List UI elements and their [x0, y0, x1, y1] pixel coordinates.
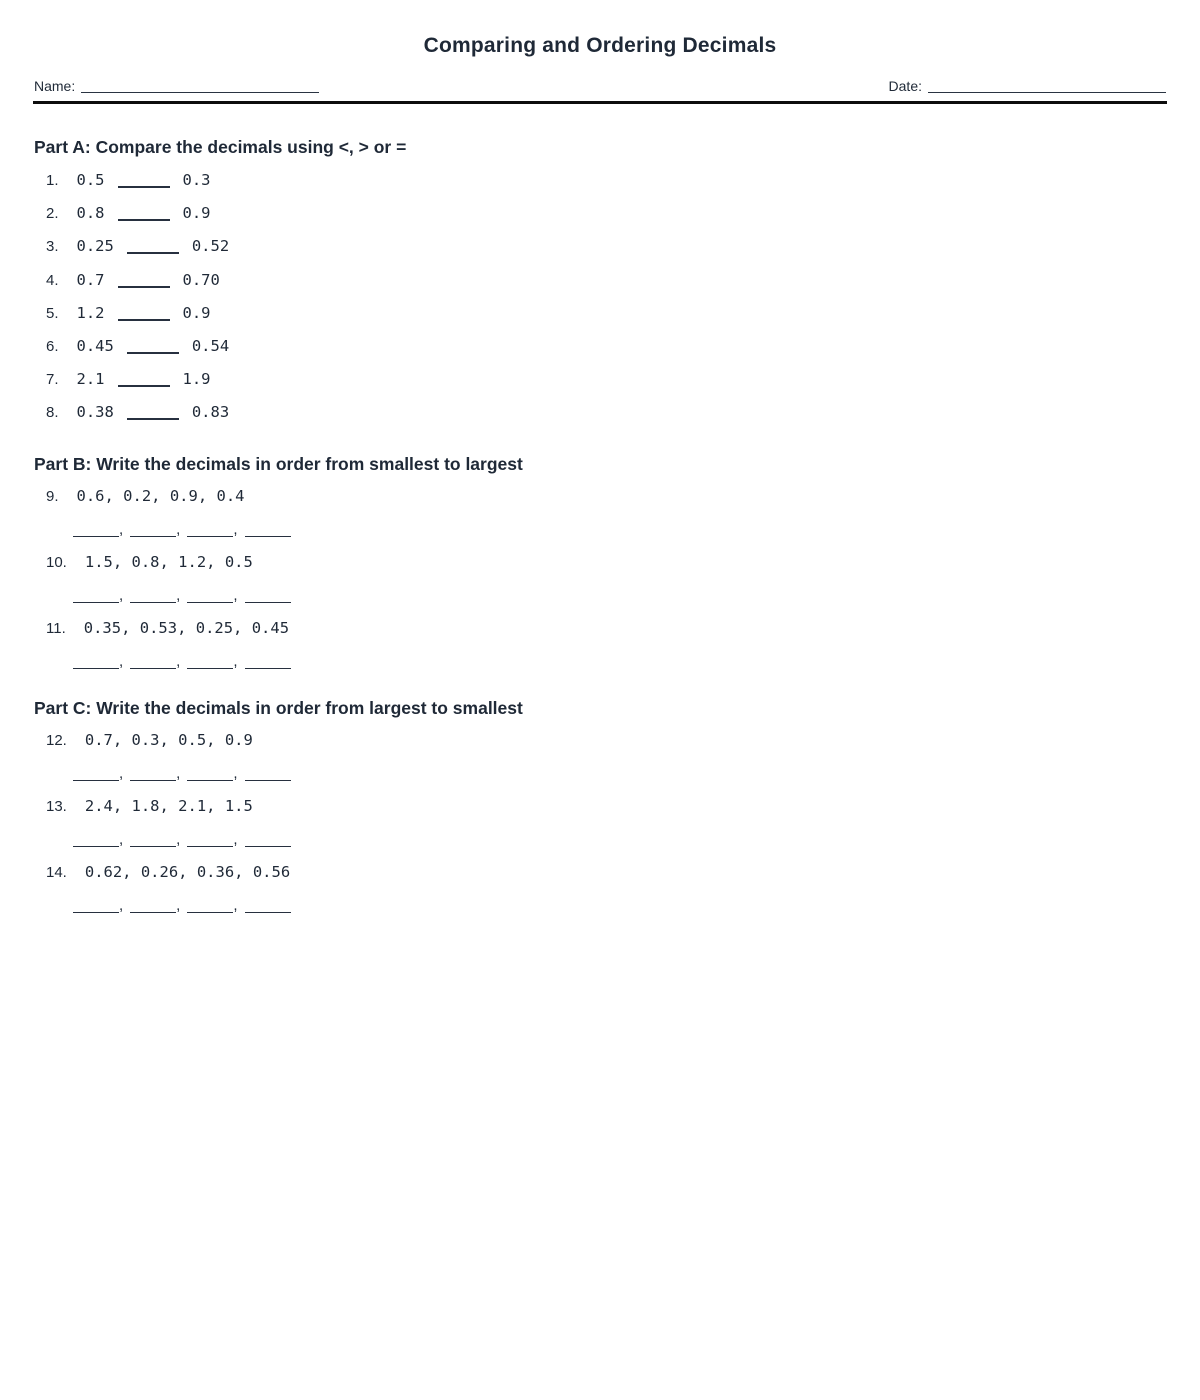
- left-value: 0.8: [76, 204, 105, 223]
- answer-blank[interactable]: [118, 319, 170, 321]
- item-number: 1.: [46, 172, 59, 189]
- answer-blank[interactable]: [118, 219, 170, 221]
- item-number: 5.: [46, 304, 59, 322]
- comma-separator: ,: [119, 652, 124, 670]
- compare-item: [46, 330, 1200, 363]
- ordering-item: [46, 480, 1200, 546]
- item-number: 14.: [46, 863, 67, 881]
- item-number: 12.: [46, 731, 67, 749]
- comma-separator: ,: [119, 896, 124, 914]
- answer-blank[interactable]: [127, 418, 179, 420]
- answer-blank[interactable]: [245, 668, 291, 669]
- item-number: 13.: [46, 797, 67, 815]
- answer-blanks-row: [73, 889, 1200, 922]
- right-value: 0.9: [182, 303, 211, 322]
- answer-blank[interactable]: [187, 668, 233, 669]
- answer-blank[interactable]: [73, 912, 119, 913]
- comma-separator: ,: [233, 652, 238, 670]
- comma-separator: ,: [233, 586, 238, 604]
- item-number: 7.: [46, 371, 59, 389]
- right-value: 0.54: [191, 337, 230, 356]
- answer-blank[interactable]: [130, 668, 176, 669]
- part-c-list: [46, 724, 1200, 922]
- answer-blank[interactable]: [187, 602, 233, 603]
- date-field: [889, 78, 1166, 94]
- answer-blank[interactable]: [73, 846, 119, 847]
- right-value: 0.3: [182, 171, 211, 189]
- answer-blank[interactable]: [245, 536, 291, 537]
- ordering-item: [46, 724, 1200, 790]
- decimal-values: 1.5, 0.8, 1.2, 0.5: [84, 552, 253, 571]
- answer-blank[interactable]: [73, 536, 119, 537]
- part-c-heading: Part C: Write the decimals in order from largest to smallest: [34, 697, 523, 718]
- left-value: 1.2: [76, 303, 105, 322]
- left-value: 0.25: [76, 237, 114, 256]
- answer-blank[interactable]: [130, 536, 176, 537]
- answer-blank[interactable]: [187, 912, 233, 913]
- answer-blank[interactable]: [130, 846, 176, 847]
- comma-separator: ,: [119, 764, 124, 782]
- item-number: 11.: [46, 619, 66, 637]
- answer-blank[interactable]: [73, 602, 119, 603]
- header-divider: [33, 101, 1167, 104]
- comma-separator: ,: [176, 586, 181, 604]
- answer-blanks-row: [73, 757, 1200, 790]
- comma-separator: ,: [119, 586, 124, 604]
- compare-item: [46, 297, 1200, 330]
- answer-blank[interactable]: [187, 536, 233, 537]
- part-a-list: [46, 164, 1200, 430]
- name-field: [34, 78, 319, 94]
- page-title: Comparing and Ordering Decimals: [423, 34, 777, 57]
- answer-blank[interactable]: [130, 780, 176, 781]
- left-value: 0.45: [76, 337, 114, 356]
- part-b-heading: Part B: Write the decimals in order from smallest to largest: [34, 453, 523, 474]
- name-label: Name:: [34, 78, 76, 94]
- comma-separator: ,: [176, 652, 181, 670]
- comma-separator: ,: [176, 830, 181, 848]
- answer-blanks-row: [73, 823, 1200, 856]
- answer-blanks-row: [73, 513, 1200, 546]
- left-value: 2.1: [76, 370, 105, 389]
- answer-blank[interactable]: [245, 846, 291, 847]
- comma-separator: ,: [233, 896, 238, 914]
- answer-blank[interactable]: [245, 602, 291, 603]
- comma-separator: ,: [233, 764, 238, 782]
- answer-blanks-row: [73, 579, 1200, 612]
- answer-blank[interactable]: [118, 186, 170, 188]
- answer-blank[interactable]: [127, 352, 179, 354]
- item-number: 2.: [46, 205, 59, 223]
- answer-blank[interactable]: [73, 780, 119, 781]
- ordering-item: [46, 546, 1200, 612]
- name-date-row: [34, 78, 1166, 94]
- compare-item: [46, 363, 1200, 396]
- ordering-item: [46, 790, 1200, 856]
- comma-separator: ,: [233, 520, 238, 538]
- left-value: 0.5: [76, 171, 105, 189]
- comma-separator: ,: [119, 520, 124, 538]
- comma-separator: ,: [119, 830, 124, 848]
- decimal-values: 0.62, 0.26, 0.36, 0.56: [84, 862, 291, 881]
- right-value: 0.83: [191, 403, 230, 422]
- comma-separator: ,: [176, 764, 181, 782]
- answer-blank[interactable]: [187, 780, 233, 781]
- date-input-line[interactable]: [928, 92, 1166, 93]
- answer-blank[interactable]: [118, 286, 170, 288]
- decimal-values: 0.35, 0.53, 0.25, 0.45: [83, 618, 290, 637]
- decimal-values: 2.4, 1.8, 2.1, 1.5: [84, 796, 253, 815]
- name-input-line[interactable]: [81, 92, 319, 93]
- left-value: 0.7: [76, 270, 105, 289]
- date-label: Date:: [888, 78, 922, 94]
- comma-separator: ,: [176, 896, 181, 914]
- compare-item: [46, 164, 1200, 197]
- right-value: 0.70: [182, 270, 220, 289]
- compare-item: [46, 230, 1200, 263]
- item-number: 3.: [46, 238, 59, 256]
- answer-blank[interactable]: [130, 912, 176, 913]
- part-b-list: [46, 480, 1200, 678]
- right-value: 0.9: [182, 204, 211, 223]
- right-value: 1.9: [182, 370, 211, 389]
- item-number: 8.: [46, 404, 59, 422]
- part-a-heading: Part A: Compare the decimals using <, > or =: [34, 137, 407, 157]
- answer-blank[interactable]: [130, 602, 176, 603]
- decimal-values: 0.7, 0.3, 0.5, 0.9: [84, 730, 253, 749]
- item-number: 4.: [46, 271, 59, 289]
- item-number: 9.: [46, 487, 59, 505]
- compare-item: [46, 264, 1200, 297]
- answer-blank[interactable]: [245, 780, 291, 781]
- ordering-item: [46, 856, 1200, 922]
- item-number: 6.: [46, 338, 59, 356]
- answer-blank[interactable]: [187, 846, 233, 847]
- compare-item: [46, 197, 1200, 230]
- compare-item: [46, 396, 1200, 429]
- answer-blank[interactable]: [73, 668, 119, 669]
- item-number: 10.: [46, 553, 67, 571]
- answer-blank[interactable]: [245, 912, 291, 913]
- ordering-item: [46, 612, 1200, 678]
- left-value: 0.38: [76, 403, 114, 422]
- answer-blank[interactable]: [127, 252, 179, 254]
- decimal-values: 0.6, 0.2, 0.9, 0.4: [76, 486, 245, 505]
- right-value: 0.52: [191, 237, 230, 256]
- answer-blank[interactable]: [118, 385, 170, 387]
- answer-blanks-row: [73, 645, 1200, 678]
- comma-separator: ,: [176, 520, 181, 538]
- comma-separator: ,: [233, 830, 238, 848]
